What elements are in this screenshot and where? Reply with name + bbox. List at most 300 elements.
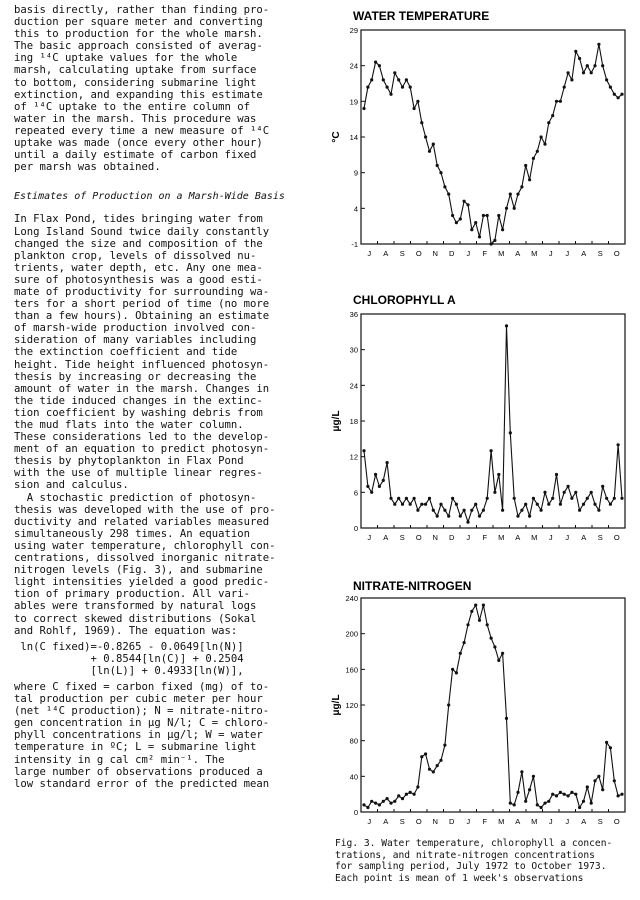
text-line: mate of productivity for surrounding wa- xyxy=(14,285,270,298)
data-point xyxy=(490,449,493,452)
data-point xyxy=(563,491,566,494)
data-point xyxy=(486,623,489,626)
caption-line: Each point is mean of 1 week's observations xyxy=(335,872,584,884)
text-line: thesis was developed with the use of pro- xyxy=(14,503,276,516)
text-line: gen concentration in μg N/l; C = chloro- xyxy=(14,717,270,730)
y-tick-label: -1 xyxy=(351,240,358,249)
x-tick-label: O xyxy=(415,249,422,258)
text-line: than a few hours). Obtaining an estimate xyxy=(14,310,270,323)
data-point xyxy=(493,491,496,494)
x-tick-label: J xyxy=(548,249,553,258)
x-tick-label: J xyxy=(548,817,553,826)
data-point xyxy=(555,473,558,476)
series-line xyxy=(364,326,622,522)
data-point xyxy=(605,78,608,81)
text-line: These considerations led to the develop- xyxy=(14,431,270,444)
text-line: tion coefficient by washing debris from xyxy=(14,406,263,419)
data-point xyxy=(370,78,373,81)
x-tick-label: A xyxy=(383,249,389,258)
text-line: until a daily estimate of carbon fixed xyxy=(14,149,257,162)
data-point xyxy=(547,503,550,506)
data-point xyxy=(597,775,600,778)
data-point xyxy=(501,652,504,655)
data-point xyxy=(490,637,493,640)
data-point xyxy=(620,793,623,796)
data-point xyxy=(362,449,365,452)
text-line: the tide induced changes in the extinc- xyxy=(14,394,263,407)
data-point xyxy=(620,93,623,96)
data-point xyxy=(389,93,392,96)
text-line: ment of an equation to predict photosyn- xyxy=(14,443,270,456)
data-point xyxy=(555,100,558,103)
text-line: duction per square meter and converting xyxy=(14,16,263,29)
data-point xyxy=(455,503,458,506)
y-tick-label: 0 xyxy=(353,808,358,817)
data-point xyxy=(501,509,504,512)
data-point xyxy=(466,623,469,626)
y-tick-label: 4 xyxy=(353,204,358,214)
text-line: height. Tide height influenced photosyn- xyxy=(14,358,270,371)
data-point xyxy=(528,178,531,181)
data-point xyxy=(459,652,462,655)
section-heading: Estimates of Production on a Marsh-Wide Basis xyxy=(14,191,285,203)
data-point xyxy=(451,214,454,217)
data-point xyxy=(382,479,385,482)
data-point xyxy=(389,497,392,500)
data-point xyxy=(613,93,616,96)
text-line: basis directly, rather than finding pro- xyxy=(14,4,270,16)
x-tick-label: A xyxy=(383,533,389,542)
text-line: to bottom, considering submarine light xyxy=(14,76,257,89)
data-point xyxy=(613,779,616,782)
data-point xyxy=(570,791,573,794)
text-line: intensity in g cal cm² min⁻¹. The xyxy=(14,753,225,766)
data-point xyxy=(401,503,404,506)
data-point xyxy=(378,803,381,806)
data-point xyxy=(536,150,539,153)
data-point xyxy=(482,214,485,217)
text-line: where C fixed = carbon fixed (mg) of to- xyxy=(14,680,270,693)
data-point xyxy=(474,604,477,607)
data-point xyxy=(439,503,442,506)
data-point xyxy=(405,78,408,81)
data-point xyxy=(586,785,589,788)
data-point xyxy=(416,509,419,512)
text-line: repeated every time a new measure of ¹⁴C xyxy=(14,124,270,137)
data-point xyxy=(463,200,466,203)
y-axis-label: μg/L xyxy=(331,410,342,432)
data-point xyxy=(459,515,462,518)
x-tick-label: S xyxy=(597,533,603,542)
x-tick-label: M xyxy=(531,249,538,258)
text-line: marsh, calculating uptake from surface xyxy=(14,64,257,77)
x-tick-label: F xyxy=(482,249,488,258)
data-point xyxy=(593,503,596,506)
y-tick-label: 9 xyxy=(353,168,358,178)
data-point xyxy=(593,64,596,67)
x-tick-label: S xyxy=(399,817,405,826)
text-line: tion of primary production. All vari- xyxy=(14,588,250,601)
data-point xyxy=(524,164,527,167)
data-point xyxy=(536,503,539,506)
data-point xyxy=(536,803,539,806)
data-point xyxy=(609,86,612,89)
text-line: phyll concentrations in μg/l; W = water xyxy=(14,729,263,742)
data-point xyxy=(409,791,412,794)
y-tick-label: 30 xyxy=(349,345,358,355)
data-point xyxy=(409,86,412,89)
data-point xyxy=(432,143,435,146)
x-tick-label: O xyxy=(613,249,620,258)
x-tick-label: A xyxy=(581,249,587,258)
paragraph xyxy=(14,681,332,790)
x-tick-label: N xyxy=(432,817,438,826)
text-line: The basic approach consisted of averag- xyxy=(14,40,263,53)
data-point xyxy=(428,768,431,771)
data-point xyxy=(586,64,589,67)
text-line: uptake was made (once every other hour) xyxy=(14,137,263,150)
text-line: ln(C fixed)=-0.8265 - 0.0649[ln(N)] xyxy=(14,640,244,653)
data-point xyxy=(482,604,485,607)
text-line: and Rohlf, 1969). The equation was: xyxy=(14,624,238,637)
text-line: using water temperature, chlorophyll con- xyxy=(14,539,276,552)
data-point xyxy=(601,788,604,791)
chart-title: WATER TEMPERATURE xyxy=(353,9,490,23)
y-tick-label: 12 xyxy=(349,452,358,462)
text-line: + 0.8544[ln(C)] + 0.2504 xyxy=(14,652,244,665)
x-tick-label: J xyxy=(466,533,471,542)
data-point xyxy=(405,497,408,500)
x-tick-label: A xyxy=(581,817,587,826)
data-point xyxy=(443,744,446,747)
text-line: (net ¹⁴C production); N = nitrate-nitro- xyxy=(14,705,270,718)
x-tick-label: J xyxy=(367,533,372,542)
data-point xyxy=(593,779,596,782)
data-point xyxy=(567,485,570,488)
data-point xyxy=(513,207,516,210)
text-line: tal production per cubic meter per hour xyxy=(14,693,263,706)
x-tick-label: N xyxy=(432,249,438,258)
data-point xyxy=(516,193,519,196)
data-point xyxy=(366,485,369,488)
data-point xyxy=(405,793,408,796)
x-tick-label: M xyxy=(531,817,538,826)
text-line: of ¹⁴C uptake to the entire column of xyxy=(14,100,250,113)
data-point xyxy=(567,71,570,74)
data-point xyxy=(586,497,589,500)
y-tick-label: 36 xyxy=(349,310,358,319)
text-line: sideration of many variables including xyxy=(14,334,257,347)
data-point xyxy=(413,793,416,796)
data-point xyxy=(617,443,620,446)
text-line: thesis by phytoplankton in Flax Pond xyxy=(14,455,244,468)
data-point xyxy=(401,86,404,89)
data-point xyxy=(362,803,365,806)
data-point xyxy=(432,770,435,773)
data-point xyxy=(432,509,435,512)
data-point xyxy=(551,114,554,117)
text-line: low standard error of the predicted mean xyxy=(14,777,270,790)
data-point xyxy=(497,473,500,476)
text-line: thesis by increasing or decreasing the xyxy=(14,370,257,383)
data-point xyxy=(416,785,419,788)
data-point xyxy=(528,515,531,518)
data-point xyxy=(509,193,512,196)
text-line: sion and calculus. xyxy=(14,479,129,492)
text-line: A stochastic prediction of photosyn- xyxy=(14,491,257,504)
x-tick-label: S xyxy=(597,249,603,258)
nitrate-svg xyxy=(331,576,635,828)
x-tick-label: N xyxy=(432,533,438,542)
data-point xyxy=(609,503,612,506)
data-point xyxy=(474,221,477,224)
data-point xyxy=(443,509,446,512)
text-line: Long Island Sound twice daily constantly xyxy=(14,225,270,238)
data-point xyxy=(413,107,416,110)
x-tick-label: D xyxy=(449,817,455,826)
data-point xyxy=(574,491,577,494)
text-line: extinction, and expanding this estimate xyxy=(14,88,263,101)
data-point xyxy=(428,150,431,153)
text-line: the mud flats into the water column. xyxy=(14,419,244,431)
data-point xyxy=(563,793,566,796)
x-tick-label: D xyxy=(449,249,455,258)
data-point xyxy=(474,503,477,506)
data-point xyxy=(493,645,496,648)
data-point xyxy=(374,473,377,476)
data-point xyxy=(447,193,450,196)
data-point xyxy=(513,803,516,806)
data-point xyxy=(436,515,439,518)
data-point xyxy=(455,221,458,224)
chart-title: NITRATE-NITROGEN xyxy=(353,579,472,593)
y-tick-label: 24 xyxy=(349,381,358,391)
data-point xyxy=(447,703,450,706)
y-tick-label: 120 xyxy=(345,701,358,710)
data-point xyxy=(617,96,620,99)
x-tick-label: J xyxy=(367,817,372,826)
data-point xyxy=(555,794,558,797)
data-point xyxy=(597,509,600,512)
data-point xyxy=(397,794,400,797)
x-tick-label: M xyxy=(498,533,505,542)
data-point xyxy=(428,497,431,500)
text-line: ters for a short period of time (no more xyxy=(14,298,270,311)
data-point xyxy=(582,71,585,74)
water-temperature-svg xyxy=(331,2,635,262)
data-point xyxy=(470,228,473,231)
data-point xyxy=(393,71,396,74)
data-point xyxy=(439,759,442,762)
x-tick-label: M xyxy=(498,817,505,826)
x-tick-label: A xyxy=(581,533,587,542)
paragraph xyxy=(14,492,332,637)
data-point xyxy=(362,107,365,110)
nitrate-chart xyxy=(331,576,635,828)
text-line: large number of observations produced a xyxy=(14,765,263,778)
text-line: water in the marsh. This procedure was xyxy=(14,112,257,125)
x-tick-label: F xyxy=(482,533,488,542)
data-point xyxy=(382,78,385,81)
data-point xyxy=(420,755,423,758)
x-tick-label: J xyxy=(466,249,471,258)
data-point xyxy=(466,521,469,524)
text-line: the extinction coefficient and tide xyxy=(14,346,238,359)
data-point xyxy=(497,214,500,217)
y-tick-label: 29 xyxy=(349,26,358,35)
y-tick-label: 18 xyxy=(349,417,358,426)
caption-line: trations, and nitrate-nitrogen concentrations xyxy=(335,849,595,861)
y-axis-label: °C xyxy=(331,131,342,143)
data-point xyxy=(409,503,412,506)
data-point xyxy=(574,50,577,53)
data-point xyxy=(413,497,416,500)
data-point xyxy=(466,203,469,206)
data-point xyxy=(543,143,546,146)
equation xyxy=(14,641,332,677)
paragraph xyxy=(14,213,332,491)
text-line: temperature in ºC; L = submarine light xyxy=(14,741,257,754)
data-point xyxy=(520,770,523,773)
data-point xyxy=(543,802,546,805)
data-point xyxy=(451,497,454,500)
data-point xyxy=(532,157,535,160)
text-line: with the use of multiple linear regres- xyxy=(14,467,263,480)
data-point xyxy=(378,485,381,488)
data-point xyxy=(570,78,573,81)
x-tick-label: M xyxy=(498,249,505,258)
data-point xyxy=(620,497,623,500)
data-point xyxy=(551,793,554,796)
data-point xyxy=(420,121,423,124)
y-tick-label: 19 xyxy=(349,97,358,107)
data-point xyxy=(590,71,593,74)
data-point xyxy=(505,717,508,720)
data-point xyxy=(582,503,585,506)
text-line: this to production for the whole marsh. xyxy=(14,28,263,41)
data-point xyxy=(532,775,535,778)
plot-frame xyxy=(361,598,625,812)
data-point xyxy=(516,515,519,518)
x-tick-label: J xyxy=(565,817,570,826)
data-point xyxy=(497,659,500,662)
data-point xyxy=(501,228,504,231)
chlorophyll-svg xyxy=(331,290,635,552)
water-temperature-chart xyxy=(331,2,635,262)
data-point xyxy=(509,802,512,805)
data-point xyxy=(493,239,496,242)
data-point xyxy=(378,64,381,67)
x-tick-label: O xyxy=(415,817,422,826)
x-tick-label: D xyxy=(449,533,455,542)
data-point xyxy=(513,497,516,500)
data-point xyxy=(578,57,581,60)
data-point xyxy=(366,806,369,809)
text-line: plankton crop, levels of dissolved nu- xyxy=(14,249,257,262)
data-point xyxy=(490,242,493,245)
plot-frame xyxy=(361,314,625,528)
data-point xyxy=(416,100,419,103)
data-point xyxy=(551,497,554,500)
text-line: In Flax Pond, tides bringing water from xyxy=(14,213,263,226)
data-point xyxy=(617,794,620,797)
body-text-column xyxy=(14,4,332,790)
data-point xyxy=(393,800,396,803)
plot-frame xyxy=(361,30,625,244)
data-point xyxy=(436,164,439,167)
text-line: changed the size and composition of the xyxy=(14,237,263,250)
data-point xyxy=(578,806,581,809)
x-tick-label: S xyxy=(597,817,603,826)
y-tick-label: 160 xyxy=(345,665,358,675)
data-point xyxy=(370,491,373,494)
data-point xyxy=(439,171,442,174)
series-line xyxy=(364,605,622,807)
data-point xyxy=(559,791,562,794)
data-point xyxy=(455,671,458,674)
x-tick-label: S xyxy=(399,249,405,258)
data-point xyxy=(559,100,562,103)
data-point xyxy=(478,515,481,518)
chart-title: CHLOROPHYLL A xyxy=(353,293,456,307)
data-point xyxy=(374,61,377,64)
data-point xyxy=(590,802,593,805)
y-tick-label: 200 xyxy=(345,629,358,639)
data-point xyxy=(451,668,454,671)
data-point xyxy=(382,800,385,803)
data-point xyxy=(597,43,600,46)
data-point xyxy=(420,503,423,506)
data-point xyxy=(582,800,585,803)
data-point xyxy=(567,794,570,797)
paragraph xyxy=(14,4,332,173)
x-tick-label: A xyxy=(515,817,521,826)
x-tick-label: F xyxy=(482,817,488,826)
data-point xyxy=(570,497,573,500)
text-line: of marsh-wide production involved con- xyxy=(14,322,257,335)
data-point xyxy=(463,641,466,644)
text-line: sure of photosynthesis was a good esti- xyxy=(14,273,263,286)
x-tick-label: O xyxy=(415,533,422,542)
data-point xyxy=(520,509,523,512)
data-point xyxy=(540,806,543,809)
x-tick-label: J xyxy=(565,249,570,258)
x-tick-label: J xyxy=(466,817,471,826)
data-point xyxy=(478,619,481,622)
data-point xyxy=(393,503,396,506)
y-tick-label: 240 xyxy=(345,594,358,603)
data-point xyxy=(605,741,608,744)
text-line: light intensities yielded a good predic- xyxy=(14,576,270,589)
data-point xyxy=(424,503,427,506)
data-point xyxy=(540,509,543,512)
text-line: centrations, dissolved inorganic nitrate- xyxy=(14,552,276,565)
data-point xyxy=(574,793,577,796)
y-axis-label: μg/L xyxy=(331,694,342,716)
data-point xyxy=(524,800,527,803)
text-line: amount of water in the marsh. Changes in xyxy=(14,382,270,395)
data-point xyxy=(370,800,373,803)
text-line: ing ¹⁴C uptake values for the whole xyxy=(14,52,238,65)
data-point xyxy=(578,509,581,512)
y-tick-label: 24 xyxy=(349,61,358,71)
data-point xyxy=(540,135,543,138)
data-point xyxy=(386,461,389,464)
data-point xyxy=(470,610,473,613)
data-point xyxy=(459,217,462,220)
x-tick-label: A xyxy=(515,249,521,258)
data-point xyxy=(613,497,616,500)
